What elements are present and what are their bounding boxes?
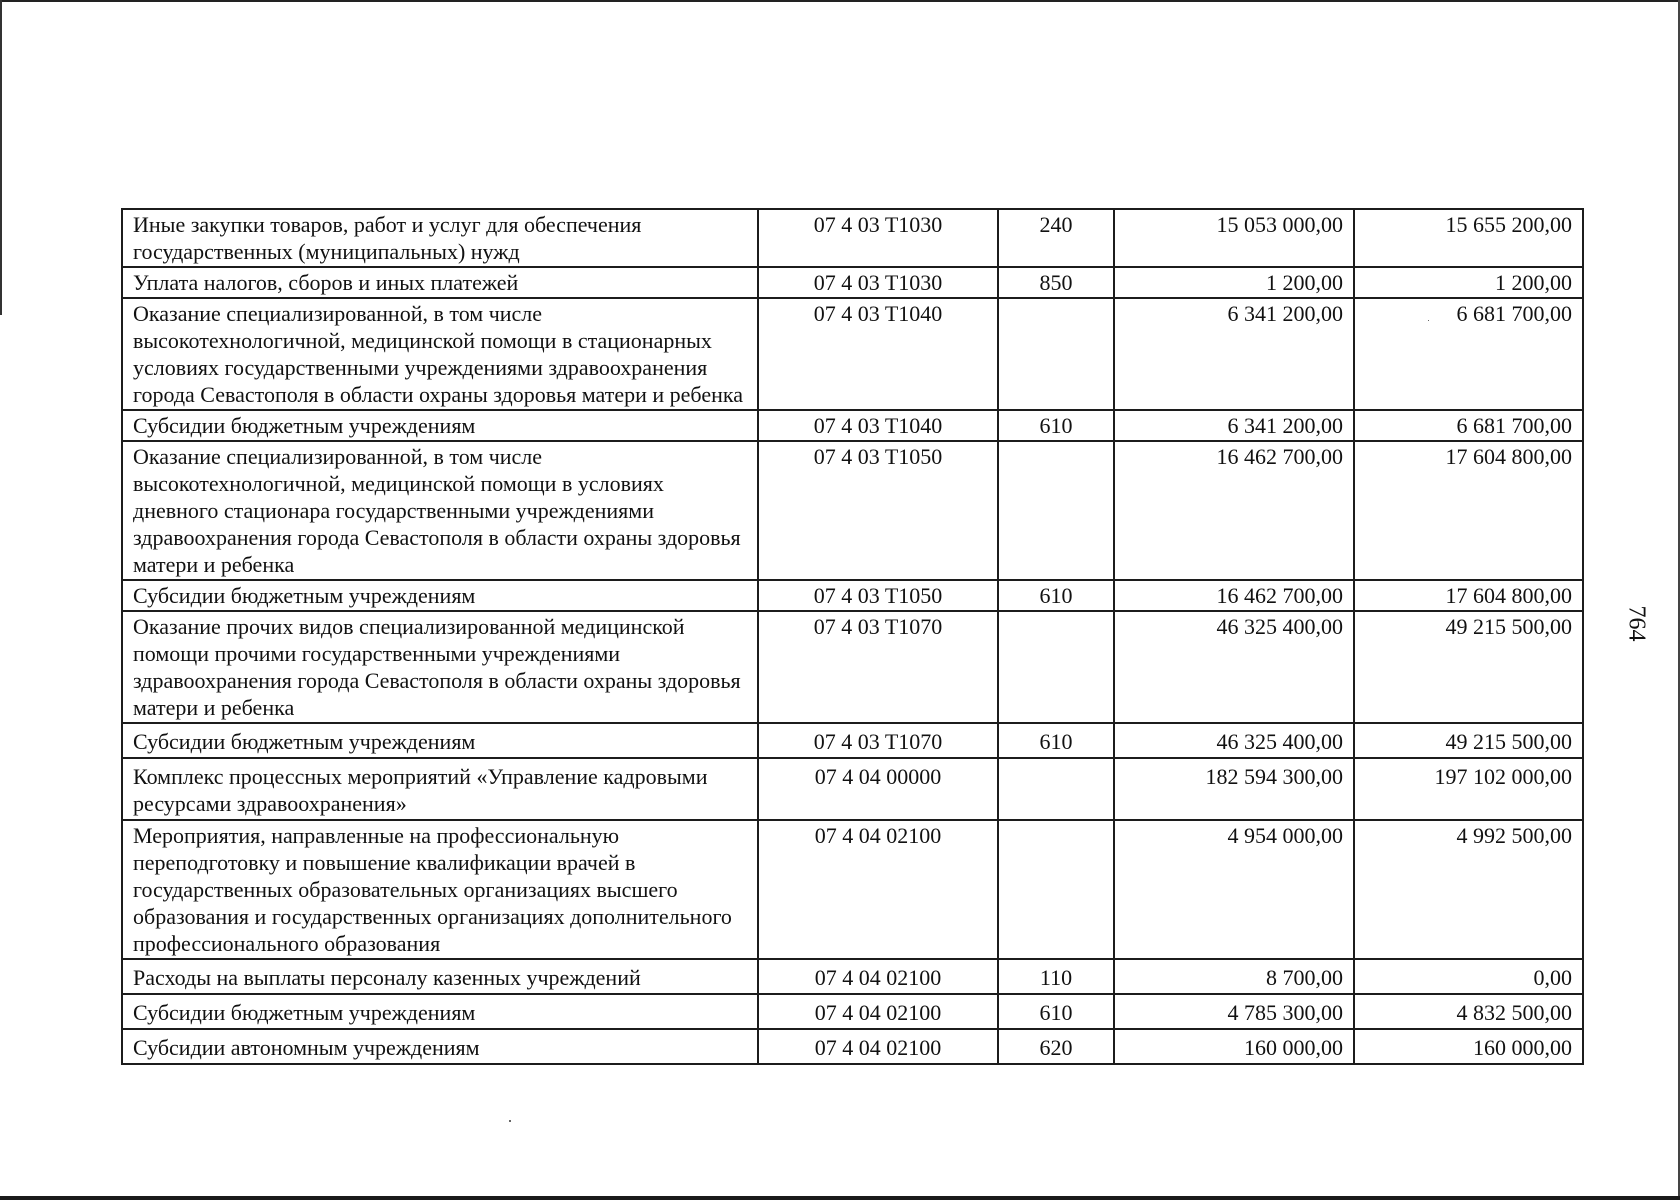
row-name: Оказание специализированной, в том числе высокотехнологичной, медицинской помощи в стационарных условиях государственными учреждениями здравоохранения города Севастополя в области охраны здоровья матери и ребенка bbox=[122, 298, 758, 410]
row-name: Мероприятия, направленные на профессиональную переподготовку и повышение квалификации врачей в государственных образовательных организациях высшего образования и государственных организациях дополнительного профессионального образования bbox=[122, 820, 758, 959]
table-row bbox=[122, 1029, 1583, 1064]
row-code: 07 4 03 T1030 bbox=[758, 209, 998, 267]
scan-border-bottom bbox=[0, 1196, 1680, 1200]
row-sum-2: 0,00 bbox=[1354, 959, 1583, 994]
row-type: 850 bbox=[998, 267, 1114, 298]
row-code: 07 4 03 T1070 bbox=[758, 723, 998, 758]
row-name: Субсидии бюджетным учреждениям bbox=[122, 410, 758, 441]
row-type: 610 bbox=[998, 580, 1114, 611]
row-code: 07 4 03 T1070 bbox=[758, 611, 998, 723]
table-row bbox=[122, 723, 1583, 758]
scan-speck bbox=[509, 1120, 511, 1122]
row-code: 07 4 04 02100 bbox=[758, 994, 998, 1029]
row-sum-2: 4 992 500,00 bbox=[1354, 820, 1583, 959]
table-row bbox=[122, 820, 1583, 959]
scan-border-top bbox=[0, 0, 1680, 2]
row-sum-1: 182 594 300,00 bbox=[1114, 758, 1354, 820]
row-sum-2: 6 681 700,00 bbox=[1354, 410, 1583, 441]
table-row bbox=[122, 441, 1583, 580]
budget-table bbox=[121, 208, 1584, 1065]
row-name: Субсидии автономным учреждениям bbox=[122, 1029, 758, 1064]
row-type: 620 bbox=[998, 1029, 1114, 1064]
row-name: Уплата налогов, сборов и иных платежей bbox=[122, 267, 758, 298]
row-type bbox=[998, 758, 1114, 820]
row-name: Субсидии бюджетным учреждениям bbox=[122, 994, 758, 1029]
row-sum-1: 16 462 700,00 bbox=[1114, 580, 1354, 611]
row-name: Комплекс процессных мероприятий «Управление кадровыми ресурсами здравоохранения» bbox=[122, 758, 758, 820]
table-row bbox=[122, 410, 1583, 441]
row-sum-2: 6 681 700,00 bbox=[1354, 298, 1583, 410]
row-sum-2: 49 215 500,00 bbox=[1354, 723, 1583, 758]
row-type: 110 bbox=[998, 959, 1114, 994]
page-number: 764 bbox=[1623, 605, 1650, 642]
row-code: 07 4 03 T1040 bbox=[758, 410, 998, 441]
row-code: 07 4 04 00000 bbox=[758, 758, 998, 820]
row-type bbox=[998, 820, 1114, 959]
row-sum-1: 6 341 200,00 bbox=[1114, 298, 1354, 410]
row-sum-2: 197 102 000,00 bbox=[1354, 758, 1583, 820]
row-code: 07 4 03 T1040 bbox=[758, 298, 998, 410]
row-name: Оказание специализированной, в том числе высокотехнологичной, медицинской помощи в условиях дневного стационара государственными учреждениями здравоохранения города Севастополя в области охраны здоровья матери и ребенка bbox=[122, 441, 758, 580]
row-sum-2: 160 000,00 bbox=[1354, 1029, 1583, 1064]
row-type bbox=[998, 441, 1114, 580]
row-type: 610 bbox=[998, 410, 1114, 441]
row-type bbox=[998, 611, 1114, 723]
row-sum-1: 8 700,00 bbox=[1114, 959, 1354, 994]
row-name: Субсидии бюджетным учреждениям bbox=[122, 723, 758, 758]
table-row bbox=[122, 959, 1583, 994]
table-row bbox=[122, 209, 1583, 267]
row-code: 07 4 03 T1030 bbox=[758, 267, 998, 298]
row-sum-1: 15 053 000,00 bbox=[1114, 209, 1354, 267]
row-type bbox=[998, 298, 1114, 410]
table-row bbox=[122, 758, 1583, 820]
row-sum-1: 46 325 400,00 bbox=[1114, 723, 1354, 758]
row-sum-1: 160 000,00 bbox=[1114, 1029, 1354, 1064]
row-sum-2: 17 604 800,00 bbox=[1354, 580, 1583, 611]
row-code: 07 4 03 T1050 bbox=[758, 580, 998, 611]
row-code: 07 4 04 02100 bbox=[758, 1029, 998, 1064]
scan-speck bbox=[1428, 320, 1429, 321]
row-sum-1: 1 200,00 bbox=[1114, 267, 1354, 298]
row-sum-1: 6 341 200,00 bbox=[1114, 410, 1354, 441]
table-row bbox=[122, 994, 1583, 1029]
row-sum-1: 4 954 000,00 bbox=[1114, 820, 1354, 959]
row-sum-2: 17 604 800,00 bbox=[1354, 441, 1583, 580]
row-sum-1: 4 785 300,00 bbox=[1114, 994, 1354, 1029]
table-row bbox=[122, 267, 1583, 298]
row-type: 610 bbox=[998, 994, 1114, 1029]
row-code: 07 4 03 T1050 bbox=[758, 441, 998, 580]
row-code: 07 4 04 02100 bbox=[758, 820, 998, 959]
row-sum-2: 1 200,00 bbox=[1354, 267, 1583, 298]
row-sum-2: 15 655 200,00 bbox=[1354, 209, 1583, 267]
table-row bbox=[122, 298, 1583, 410]
row-code: 07 4 04 02100 bbox=[758, 959, 998, 994]
row-sum-2: 4 832 500,00 bbox=[1354, 994, 1583, 1029]
row-name: Субсидии бюджетным учреждениям bbox=[122, 580, 758, 611]
row-sum-1: 16 462 700,00 bbox=[1114, 441, 1354, 580]
table-row bbox=[122, 611, 1583, 723]
row-sum-2: 49 215 500,00 bbox=[1354, 611, 1583, 723]
row-sum-1: 46 325 400,00 bbox=[1114, 611, 1354, 723]
row-name: Иные закупки товаров, работ и услуг для обеспечения государственных (муниципальных) нужд bbox=[122, 209, 758, 267]
scan-border-left bbox=[0, 0, 2, 315]
row-name: Расходы на выплаты персоналу казенных учреждений bbox=[122, 959, 758, 994]
row-name: Оказание прочих видов специализированной медицинской помощи прочими государственными учреждениями здравоохранения города Севастополя в области охраны здоровья матери и ребенка bbox=[122, 611, 758, 723]
table-row bbox=[122, 580, 1583, 611]
row-type: 240 bbox=[998, 209, 1114, 267]
row-type: 610 bbox=[998, 723, 1114, 758]
